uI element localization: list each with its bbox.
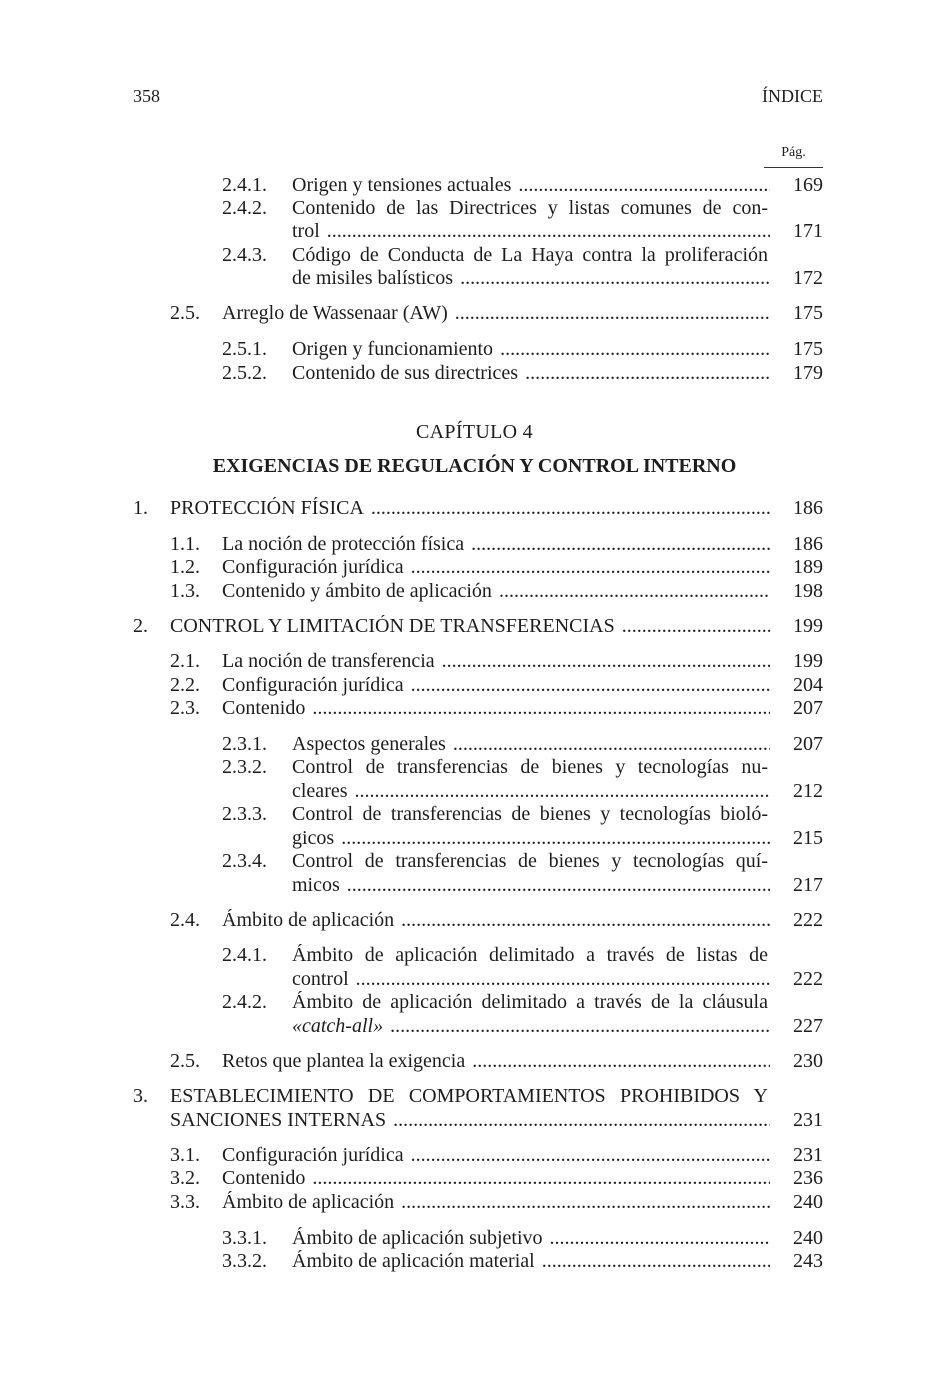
entry-page: 207: [793, 733, 823, 755]
page-number: 358: [133, 86, 160, 106]
entry-page: 186: [793, 533, 823, 555]
entry-number: 2.4.1.: [222, 944, 267, 966]
entry-page: 172: [793, 267, 823, 289]
entry-title: Configuración jurídica: [222, 556, 404, 578]
entry-number: 2.4.3.: [222, 244, 267, 266]
entry-title: Contenido de sus directrices: [292, 362, 519, 384]
entry-page: 198: [793, 580, 823, 602]
entry-title: La noción de transferencia: [222, 650, 435, 672]
entry-page: 240: [793, 1191, 823, 1213]
entry-number: 2.2.: [170, 674, 200, 696]
entry-title: Contenido y ámbito de aplicación: [222, 580, 492, 602]
entry-number: 2.5.: [170, 1050, 200, 1072]
entry-number: 2.3.2.: [222, 756, 267, 778]
entry-page: 207: [793, 697, 823, 719]
entry-title: Ámbito de aplicación: [222, 909, 395, 931]
entry-title: CONTROL Y LIMITACIÓN DE TRANSFERENCIAS: [170, 615, 615, 637]
entry-page: 186: [793, 497, 823, 519]
entry-page: 175: [793, 302, 823, 324]
entry-number: 2.3.: [170, 697, 200, 719]
entry-title: Ámbito de aplicación delimitado a través de listas de: [292, 944, 768, 966]
entry-page: 230: [793, 1050, 823, 1072]
page-column-label: Pág.: [781, 145, 806, 160]
entry-title: Configuración jurídica: [222, 674, 404, 696]
entry-page: 215: [793, 827, 823, 849]
entry-number: 1.2.: [170, 556, 200, 578]
entry-title: Control de transferencias de bienes y tecnologías quí-: [292, 850, 768, 872]
entry-title: PROTECCIÓN FÍSICA: [170, 497, 364, 519]
entry-number: 3.: [133, 1085, 148, 1107]
entry-page: 243: [793, 1250, 823, 1272]
entry-title: «catch-all»: [292, 1015, 384, 1037]
entry-title: SANCIONES INTERNAS: [170, 1109, 387, 1131]
entry-title: Origen y funcionamiento: [292, 338, 494, 360]
entry-number: 1.1.: [170, 533, 200, 555]
entry-title: Retos que plantea la exigencia: [222, 1050, 466, 1072]
entry-number: 3.3.2.: [222, 1250, 267, 1272]
entry-title: Origen y tensiones actuales: [292, 174, 512, 196]
entry-title: Contenido: [222, 1167, 306, 1189]
entry-page: 171: [793, 220, 823, 242]
entry-number: 2.5.: [170, 302, 200, 324]
entry-page: 231: [793, 1109, 823, 1131]
entry-title: trol: [292, 220, 320, 242]
chapter-title: EXIGENCIAS DE REGULACIÓN Y CONTROL INTERNO: [212, 455, 737, 477]
entry-number: 1.: [133, 497, 148, 519]
entry-page: 222: [793, 909, 823, 931]
entry-number: 3.1.: [170, 1144, 200, 1166]
entry-page: 227: [793, 1015, 823, 1037]
entry-title: Aspectos generales: [292, 733, 446, 755]
entry-title: Configuración jurídica: [222, 1144, 404, 1166]
entry-number: 3.3.: [170, 1191, 200, 1213]
entry-page: 199: [793, 615, 823, 637]
entry-page: 169: [793, 174, 823, 196]
entry-page: 217: [793, 874, 823, 896]
page-column-rule: [764, 167, 823, 168]
entry-number: 2.: [133, 615, 148, 637]
entry-number: 2.4.2.: [222, 991, 267, 1013]
entry-title: Control de transferencias de bienes y tecnologías nu-: [292, 756, 768, 778]
entry-number: 2.4.: [170, 909, 200, 931]
entry-title: micos: [292, 874, 340, 896]
entry-title: de misiles balísticos: [292, 267, 454, 289]
chapter-label: CAPÍTULO 4: [416, 421, 533, 443]
entry-number: 2.4.1.: [222, 174, 267, 196]
entry-title: Contenido: [222, 697, 306, 719]
entry-title: ESTABLECIMIENTO DE COMPORTAMIENTOS PROHIBIDOS Y: [170, 1085, 768, 1107]
entry-number: 2.3.1.: [222, 733, 267, 755]
entry-page: 231: [793, 1144, 823, 1166]
entry-title: Arreglo de Wassenaar (AW): [222, 302, 448, 324]
entry-page: 199: [793, 650, 823, 672]
entry-title: La noción de protección física: [222, 533, 465, 555]
entry-page: 212: [793, 780, 823, 802]
entry-page: 189: [793, 556, 823, 578]
entry-title: Código de Conducta de La Haya contra la proliferación: [292, 244, 768, 266]
entry-title: Control de transferencias de bienes y tecnologías bioló-: [292, 803, 768, 825]
entry-number: 2.3.3.: [222, 803, 267, 825]
entry-page: 236: [793, 1167, 823, 1189]
entry-title: Ámbito de aplicación delimitado a través de la cláusula: [292, 991, 768, 1013]
entry-title: cleares: [292, 780, 348, 802]
entry-number: 1.3.: [170, 580, 200, 602]
entry-number: 2.3.4.: [222, 850, 267, 872]
entry-number: 2.4.2.: [222, 197, 267, 219]
entry-title: control: [292, 968, 349, 990]
entry-number: 3.2.: [170, 1167, 200, 1189]
entry-page: 240: [793, 1227, 823, 1249]
entry-page: 179: [793, 362, 823, 384]
entry-number: 3.3.1.: [222, 1227, 267, 1249]
entry-number: 2.1.: [170, 650, 200, 672]
entry-page: 204: [793, 674, 823, 696]
entry-title: gicos: [292, 827, 335, 849]
entry-page: 222: [793, 968, 823, 990]
entry-number: 2.5.1.: [222, 338, 267, 360]
entry-title: Ámbito de aplicación material: [292, 1250, 535, 1272]
entry-title: Ámbito de aplicación: [222, 1191, 395, 1213]
running-title: ÍNDICE: [762, 86, 823, 106]
entry-number: 2.5.2.: [222, 362, 267, 384]
entry-page: 175: [793, 338, 823, 360]
entry-title: Contenido de las Directrices y listas comunes de con-: [292, 197, 768, 219]
entry-title: Ámbito de aplicación subjetivo: [292, 1227, 543, 1249]
